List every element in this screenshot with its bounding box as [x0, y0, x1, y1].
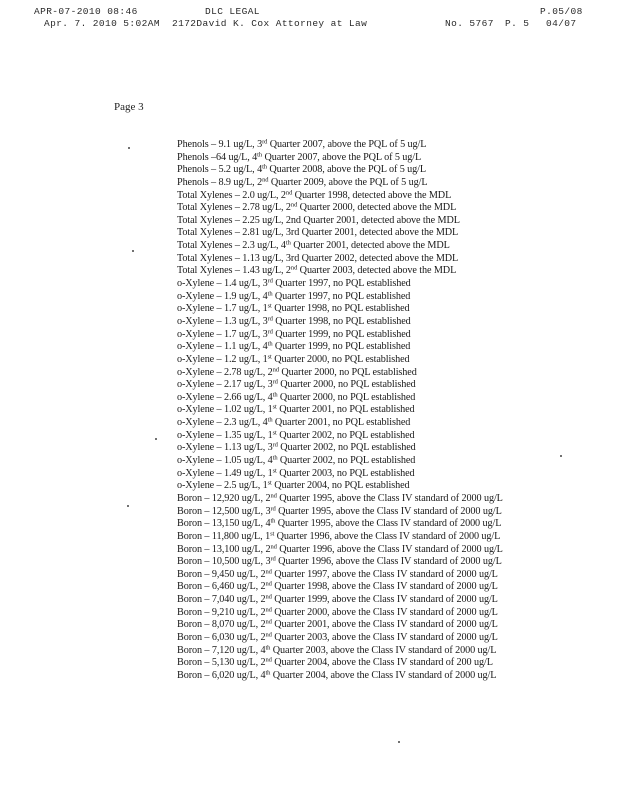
- result-entry: [177, 569, 503, 582]
- ordinal-suffix: th: [265, 644, 271, 652]
- page-label: Page 3: [114, 101, 144, 113]
- result-entry: [177, 556, 503, 569]
- result-entry: [177, 493, 503, 506]
- ordinal-suffix: th: [267, 290, 273, 298]
- result-entry: [177, 367, 503, 380]
- result-entry-text: o-Xylene – 1.3 ug/L, 3: [177, 315, 268, 327]
- result-entry: [177, 278, 503, 291]
- result-entry: [177, 392, 503, 405]
- result-entry: [177, 240, 503, 253]
- result-entry: [177, 227, 503, 240]
- result-entry-text-cont: Quarter 1999, above the Class IV standard of 2000 ug/L: [271, 594, 498, 606]
- result-entry-text: o-Xylene – 1.49 ug/L, 1: [177, 467, 273, 479]
- result-entry-text-cont: Quarter 2003, detected above the MDL: [297, 265, 457, 277]
- result-entry: [177, 594, 503, 607]
- result-entry-text-cont: Quarter 2001, above the Class IV standard of 2000 ug/L: [271, 619, 498, 631]
- result-entry-text: Boron – 6,460 ug/L, 2: [177, 581, 266, 593]
- result-entry: [177, 607, 503, 620]
- result-entry: [177, 670, 503, 683]
- result-entry-text-cont: Quarter 2003, above the Class IV standard of 2000 ug/L: [271, 631, 498, 643]
- ordinal-suffix: st: [272, 429, 277, 437]
- result-entry: [177, 354, 503, 367]
- result-entry: [177, 581, 503, 594]
- result-entry-text-cont: Quarter 2003, above the Class IV standard of 2000 ug/L: [270, 644, 497, 656]
- ordinal-suffix: nd: [265, 580, 272, 588]
- result-entry-text-cont: Quarter 2007, above the PQL of 5 ug/L: [262, 151, 422, 163]
- result-entry-text-cont: Quarter 2002, no PQL established: [277, 455, 416, 467]
- ordinal-suffix: st: [267, 302, 272, 310]
- result-entry-text-cont: Quarter 2001, no PQL established: [272, 417, 411, 429]
- ordinal-suffix: nd: [265, 593, 272, 601]
- result-entry-text-cont: Quarter 2004, no PQL established: [271, 480, 410, 492]
- ordinal-suffix: nd: [262, 176, 269, 184]
- result-entry: [177, 253, 503, 266]
- ordinal-suffix: rd: [270, 505, 276, 513]
- result-entry-text-cont: Quarter 1996, above the Class IV standard of 2000 ug/L: [276, 543, 503, 555]
- fax-datetime: APR-07-2010 08:46: [34, 6, 138, 17]
- result-entry: [177, 291, 503, 304]
- result-entry-text-cont: Quarter 2000, no PQL established: [278, 366, 417, 378]
- result-entry-text-cont: Quarter 1997, above the Class IV standard of 2000 ug/L: [271, 568, 498, 580]
- ordinal-suffix: nd: [265, 618, 272, 626]
- result-entry-text: o-Xylene – 1.2 ug/L, 1: [177, 353, 268, 365]
- scan-speck: [560, 455, 562, 457]
- result-entry-text: o-Xylene – 1.13 ug/L, 3: [177, 442, 273, 454]
- result-entry-text-cont: Quarter 1997, no PQL established: [272, 278, 411, 290]
- result-entry-text: Boron – 9,450 ug/L, 2: [177, 568, 266, 580]
- result-entry: [177, 190, 503, 203]
- fax-page-alt: 04/07: [546, 18, 577, 29]
- result-entry-text: Boron – 12,920 ug/L, 2: [177, 492, 271, 504]
- result-entry-text: Total Xylenes – 2.81 ug/L, 3rd Quarter 2001, detected above the MDL: [177, 227, 459, 239]
- result-entry-text-cont: Quarter 2002, no PQL established: [276, 429, 415, 441]
- ordinal-suffix: th: [272, 391, 278, 399]
- ordinal-suffix: st: [267, 353, 272, 361]
- result-entry-text-cont: Quarter 1997, no PQL established: [272, 290, 411, 302]
- ordinal-suffix: nd: [270, 492, 277, 500]
- result-entry-text: o-Xylene – 2.5 ug/L, 1: [177, 480, 268, 492]
- ordinal-suffix: nd: [265, 606, 272, 614]
- scan-speck: [127, 505, 129, 507]
- result-entry-text-cont: Quarter 2004, above the Class IV standard of 2000 ug/L: [270, 669, 497, 681]
- result-entry-text: Total Xylenes – 2.25 ug/L, 2nd Quarter 2001, detected above the MDL: [177, 214, 460, 226]
- result-entry-text-cont: Quarter 2000, detected above the MDL: [297, 202, 457, 214]
- ordinal-suffix: st: [272, 403, 277, 411]
- result-entry-text-cont: Quarter 2000, no PQL established: [271, 353, 410, 365]
- result-entry-text-cont: Quarter 1998, above the Class IV standard of 2000 ug/L: [271, 581, 498, 593]
- result-entry: [177, 303, 503, 316]
- ordinal-suffix: th: [267, 416, 273, 424]
- fax-from: 2172David K. Cox Attorney at Law: [172, 18, 368, 29]
- result-entry-text-cont: Quarter 2000, above the Class IV standard of 2000 ug/L: [271, 606, 498, 618]
- ordinal-suffix: th: [265, 669, 271, 677]
- result-entry-text: Boron – 13,100 ug/L, 2: [177, 543, 271, 555]
- result-entry: [177, 544, 503, 557]
- result-entry-text-cont: Quarter 2000, no PQL established: [277, 391, 416, 403]
- ordinal-suffix: nd: [270, 543, 277, 550]
- ordinal-suffix: st: [267, 479, 272, 487]
- result-entry-text: Phenols – 5.2 ug/L, 4: [177, 164, 263, 176]
- result-entry: [177, 152, 503, 165]
- ordinal-suffix: nd: [265, 631, 272, 639]
- ordinal-suffix: rd: [267, 315, 273, 323]
- result-entry-text: o-Xylene – 1.4 ug/L, 3: [177, 278, 268, 290]
- result-entry-text-cont: Quarter 1998, detected above the MDL: [292, 189, 452, 201]
- scan-speck: [132, 250, 134, 252]
- result-entry: [177, 202, 503, 215]
- result-entry-text: o-Xylene – 1.1 ug/L, 4: [177, 341, 268, 353]
- ordinal-suffix: rd: [270, 555, 276, 563]
- result-entry: [177, 480, 503, 493]
- result-entry: [177, 177, 503, 190]
- result-entry-text: Total Xylenes – 2.78 ug/L, 2: [177, 202, 291, 214]
- ordinal-suffix: th: [267, 340, 273, 348]
- result-entry-text-cont: Quarter 2003, no PQL established: [276, 467, 415, 479]
- ordinal-suffix: rd: [262, 138, 268, 146]
- result-entry: [177, 265, 503, 278]
- result-entry: [177, 164, 503, 177]
- result-entry-text-cont: Quarter 1998, no PQL established: [272, 315, 411, 327]
- fax-sent-time: Apr. 7. 2010 5:02AM: [44, 18, 160, 29]
- result-entry: [177, 632, 503, 645]
- result-entry-text-cont: Quarter 2000, no PQL established: [277, 379, 416, 391]
- fax-page: P. 5: [505, 18, 530, 29]
- result-entry: [177, 404, 503, 417]
- result-entry-text: Phenols – 9.1 ug/L, 3: [177, 139, 263, 150]
- result-entry-text-cont: Quarter 1995, above the Class IV standard of 2000 ug/L: [275, 518, 502, 530]
- result-entry: [177, 531, 503, 544]
- result-entry-text: Boron – 13,150 ug/L, 4: [177, 518, 271, 530]
- result-entry-text-cont: Quarter 1999, no PQL established: [272, 341, 411, 353]
- result-entry-text: o-Xylene – 2.78 ug/L, 2: [177, 366, 273, 378]
- result-entry-text: Total Xylenes – 1.13 ug/L, 3rd Quarter 2002, detected above the MDL: [177, 252, 459, 264]
- result-entry-text: Boron – 8,070 ug/L, 2: [177, 619, 266, 631]
- result-entry-text-cont: Quarter 1999, no PQL established: [272, 328, 411, 340]
- ordinal-suffix: rd: [272, 441, 278, 449]
- result-entry: [177, 316, 503, 329]
- result-entry-text: Boron – 7,120 ug/L, 4: [177, 644, 266, 656]
- result-entry-text-cont: Quarter 2004, above the Class IV standard of 200 ug/L: [271, 657, 493, 669]
- result-entry-text-cont: Quarter 2001, detected above the MDL: [290, 240, 450, 252]
- result-entry-text-cont: Quarter 2002, no PQL established: [277, 442, 416, 454]
- result-entry: [177, 468, 503, 481]
- result-entry-text: Boron – 6,020 ug/L, 4: [177, 669, 266, 681]
- result-entry: [177, 417, 503, 430]
- ordinal-suffix: th: [272, 454, 278, 462]
- result-entry-text-cont: Quarter 2009, above the PQL of 5 ug/L: [268, 176, 428, 188]
- result-entry-text: Total Xylenes – 2.0 ug/L, 2: [177, 189, 286, 201]
- result-entry: [177, 455, 503, 468]
- result-entry: [177, 619, 503, 632]
- result-entry-text-cont: Quarter 1996, above the Class IV standard of 2000 ug/L: [275, 556, 502, 568]
- result-entry-text: o-Xylene – 1.9 ug/L, 4: [177, 290, 268, 302]
- result-entry-text-cont: Quarter 1995, above the Class IV standard of 2000 ug/L: [276, 492, 503, 504]
- result-entry: [177, 645, 503, 658]
- result-entry: [177, 506, 503, 519]
- scan-speck: [128, 147, 130, 149]
- ordinal-suffix: rd: [272, 378, 278, 386]
- result-entry: [177, 139, 503, 152]
- result-entry-text: Boron – 10,500 ug/L, 3: [177, 556, 271, 568]
- result-entry: [177, 341, 503, 354]
- scan-speck: [398, 741, 400, 743]
- result-entry: [177, 430, 503, 443]
- result-entry-text: Total Xylenes – 2.3 ug/L, 4: [177, 240, 286, 252]
- result-entry: [177, 329, 503, 342]
- result-entry-text: Total Xylenes – 1.43 ug/L, 2: [177, 265, 291, 277]
- ordinal-suffix: nd: [290, 201, 298, 209]
- scan-speck: [155, 438, 157, 440]
- ordinal-suffix: nd: [272, 366, 279, 374]
- result-entry: [177, 379, 503, 392]
- result-entry-text: o-Xylene – 2.3 ug/L, 4: [177, 417, 268, 429]
- result-entry-text-cont: Quarter 1998, no PQL established: [271, 303, 410, 315]
- ordinal-suffix: nd: [285, 189, 293, 197]
- ordinal-suffix: nd: [265, 568, 272, 576]
- result-entry-text: Boron – 7,040 ug/L, 2: [177, 594, 266, 606]
- result-entry-text: o-Xylene – 1.02 ug/L, 1: [177, 404, 273, 416]
- result-entry-text: Phenols –64 ug/L, 4: [177, 151, 258, 163]
- result-entry-text: Boron – 5,130 ug/L, 2: [177, 657, 266, 669]
- fax-sender: DLC LEGAL: [205, 6, 260, 17]
- ordinal-suffix: st: [270, 530, 275, 538]
- ordinal-suffix: th: [270, 517, 276, 525]
- result-entry-text: Boron – 11,800 ug/L, 1: [177, 530, 271, 542]
- result-entry: [177, 657, 503, 670]
- result-entry-text-cont: Quarter 2007, above the PQL of 5 ug/L: [267, 139, 427, 150]
- result-entry-text: Boron – 12,500 ug/L, 3: [177, 505, 271, 517]
- fax-page-number: P.05/08: [540, 6, 583, 17]
- ordinal-suffix: th: [285, 239, 291, 247]
- result-entry-text: o-Xylene – 2.66 ug/L, 4: [177, 391, 273, 403]
- result-entry-text: o-Xylene – 1.35 ug/L, 1: [177, 429, 273, 441]
- sample-results-list: [177, 139, 503, 683]
- result-entry-text: o-Xylene – 1.7 ug/L, 1: [177, 303, 268, 315]
- result-entry: [177, 518, 503, 531]
- result-entry-text: Boron – 6,030 ug/L, 2: [177, 631, 266, 643]
- result-entry-text: Boron – 9,210 ug/L, 2: [177, 606, 266, 618]
- result-entry-text-cont: Quarter 1995, above the Class IV standard of 2000 ug/L: [275, 505, 502, 517]
- result-entry-text: Phenols – 8.9 ug/L, 2: [177, 176, 263, 188]
- ordinal-suffix: nd: [265, 656, 272, 664]
- ordinal-suffix: th: [257, 151, 263, 159]
- result-entry: [177, 442, 503, 455]
- ordinal-suffix: nd: [290, 264, 298, 272]
- result-entry-text: o-Xylene – 1.05 ug/L, 4: [177, 455, 273, 467]
- result-entry-text-cont: Quarter 1996, above the Class IV standard of 2000 ug/L: [274, 530, 501, 542]
- result-entry-text: o-Xylene – 2.17 ug/L, 3: [177, 379, 273, 391]
- ordinal-suffix: rd: [267, 277, 273, 285]
- result-entry-text-cont: Quarter 2001, no PQL established: [276, 404, 415, 416]
- ordinal-suffix: rd: [267, 328, 273, 336]
- fax-number: No. 5767: [445, 18, 494, 29]
- result-entry: [177, 215, 503, 228]
- ordinal-suffix: st: [272, 467, 277, 475]
- ordinal-suffix: th: [262, 163, 267, 171]
- result-entry-text: o-Xylene – 1.7 ug/L, 3: [177, 328, 268, 340]
- result-entry-text-cont: Quarter 2008, above the PQL of 5 ug/L: [266, 164, 426, 176]
